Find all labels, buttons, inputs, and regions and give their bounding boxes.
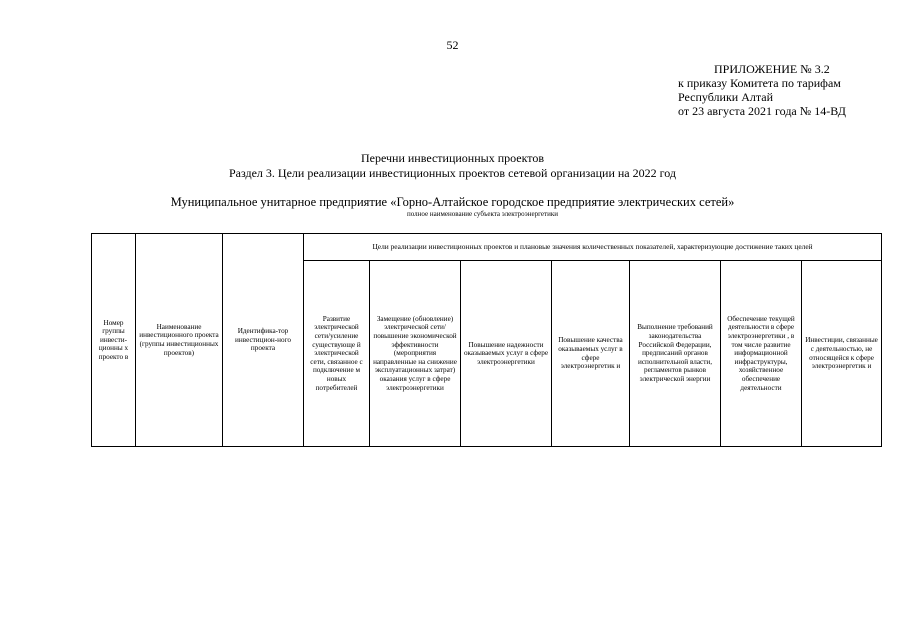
header-goal-7: Инвестиции, связанные с деятельностью, не относящейся к сфере электроэнергетик и	[802, 261, 882, 447]
organization-caption: полное наименование субъекта электроэнергетики	[407, 210, 558, 218]
header-goal-3: Повышение надежности оказываемых услуг в сфере электроэнергетики	[461, 261, 552, 447]
page-number: 52	[446, 38, 459, 52]
header-goals-group: Цели реализации инвестиционных проектов и плановые значения количественных показателей, характеризующие достижение таких целей	[304, 234, 882, 261]
header-goal-4: Повышение качества оказываемых услуг в сфере электроэнергетик и	[552, 261, 630, 447]
header-goal-6: Обеспечение текущей деятельности в сфере электроэнергетики , в том числе развитие информационной инфраструктуры, хозяйственное обеспечение деятельности	[721, 261, 802, 447]
header-project-name: Наименование инвестиционного проекта (группы инвестиционных проектов)	[136, 234, 223, 447]
appendix-line-3: от 23 августа 2021 года № 14-ВД	[678, 104, 846, 118]
header-goal-1: Развитие электрической сети/усиление существующе й электрической сети, связанное с подключение м новых потребителей	[304, 261, 370, 447]
header-goal-2: Замещение (обновление) электрической сети/повышение экономической эффективности (мероприятия направленные на снижение эксплуатационных затрат) оказания услуг в сфере электроэнергетики	[370, 261, 461, 447]
investment-goals-table	[91, 233, 882, 447]
section-title: Раздел 3. Цели реализации инвестиционных проектов сетевой организации на 2022 год	[228, 166, 677, 180]
appendix-title: ПРИЛОЖЕНИЕ № 3.2	[714, 62, 830, 76]
document-title: Перечни инвестиционных проектов	[360, 151, 545, 165]
appendix-block	[678, 62, 846, 118]
header-group-number: Номер группы инвести-ционны х проекто в	[92, 234, 136, 447]
header-goal-5: Выполнение требований законодательства Российской Федерации, предписаний органов исполнительной власти, регламентов рынков электрической энергии	[630, 261, 721, 447]
appendix-line-2: Республики Алтай	[678, 90, 773, 104]
organization-name: Муниципальное унитарное предприятие «Горно-Алтайское городское предприятие электрических сетей»	[170, 195, 735, 209]
header-identifier: Идентифика-тор инвестицион-ного проекта	[223, 234, 304, 447]
appendix-line-1: к приказу Комитета по тарифам	[678, 76, 841, 90]
table-header-row	[92, 234, 882, 261]
